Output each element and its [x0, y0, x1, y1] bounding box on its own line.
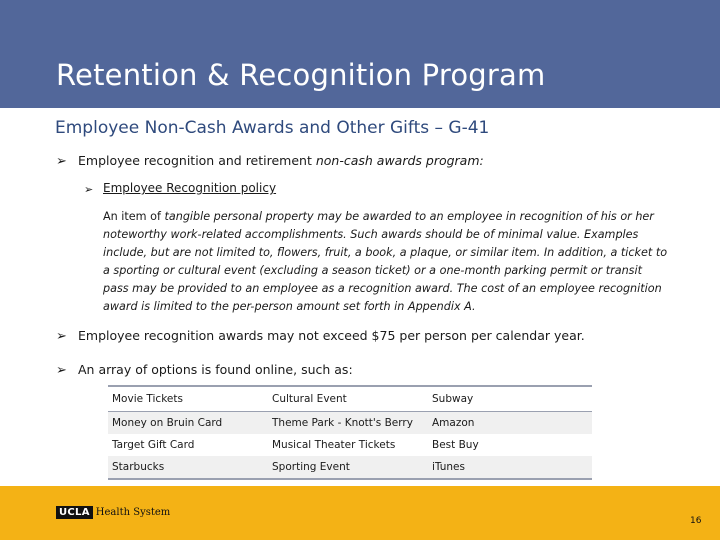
bullet-award-limit	[56, 328, 585, 344]
arrow-bullet-icon: ➢	[56, 154, 67, 169]
bullet-text: An array of options is found online, such as:	[78, 362, 353, 377]
table-cell: Subway	[428, 386, 592, 412]
table-cell: Target Gift Card	[112, 439, 195, 451]
slide-subtitle: Employee Non-Cash Awards and Other Gifts – G-41	[55, 118, 490, 138]
policy-link[interactable]: Employee Recognition policy	[103, 181, 277, 195]
ucla-health-logo	[56, 505, 170, 519]
arrow-bullet-icon: ➢	[56, 329, 67, 344]
bullet-italic-text: non-cash awards program:	[315, 153, 484, 168]
table-row	[108, 456, 592, 479]
slide-title: Retention & Recognition Program	[56, 58, 546, 92]
table-row	[108, 412, 592, 435]
table-cell: Theme Park - Knott's Berry	[268, 412, 428, 435]
table-cell: Cultural Event	[268, 386, 428, 412]
bullet-online-options	[56, 362, 353, 378]
table-cell: Money on Bruin Card	[108, 412, 268, 435]
policy-paragraph	[103, 208, 668, 316]
options-table	[108, 385, 592, 480]
logo-mark: UCLA	[56, 506, 93, 519]
bullet-text: Employee recognition awards may not exceed $75 per person per calendar year.	[78, 328, 585, 343]
table-cell: Movie Tickets	[108, 386, 268, 412]
table-cell: Musical Theater Tickets	[272, 439, 396, 451]
table-cell: Sporting Event	[268, 456, 428, 479]
page-number: 16	[690, 516, 702, 526]
paragraph-body: tangible personal property may be awarded to an employee in recognition of his or her noteworthy work-related accomplishments. Such awards should be of minimal value. Examples include, but are not limited to, flowers, fruit, a book, a plaque, or similar item. In addition, a ticket to a sporting or cultural event (excluding a season ticket) or a one-month parking permit or transit pass may be provided to an employee as a recognition award. The cost of an employee recognition award is limited to the per-person amount set forth in Appendix A.	[103, 210, 668, 313]
table-cell: Starbucks	[108, 456, 268, 479]
logo-wordmark: Health System	[95, 506, 171, 518]
table-row	[108, 386, 592, 412]
arrow-bullet-icon: ➢	[56, 363, 67, 378]
paragraph-lead: An item of	[103, 210, 165, 223]
bullet-recognition-program	[56, 153, 484, 169]
table-cell: iTunes	[428, 456, 592, 479]
table-row	[108, 434, 592, 456]
bullet-text: Employee recognition and retirement	[78, 153, 316, 168]
table-cell: Amazon	[428, 412, 592, 435]
table-cell: Best Buy	[432, 439, 479, 451]
arrow-bullet-icon: ➢	[84, 183, 94, 196]
